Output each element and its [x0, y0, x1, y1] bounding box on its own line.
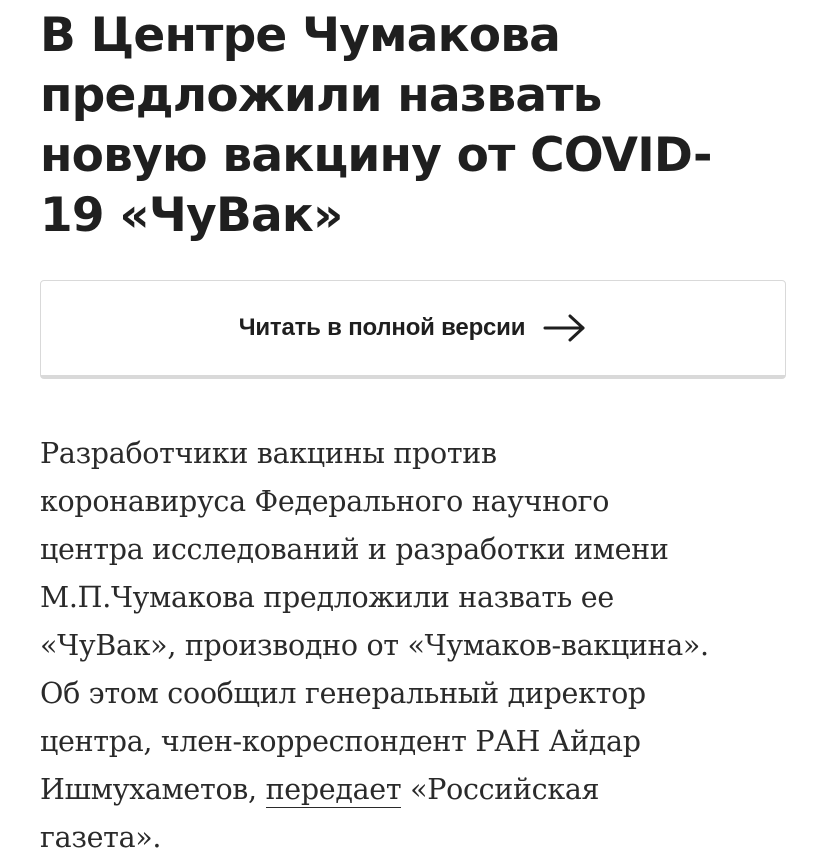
article-line: центра исследований и разработки имени	[40, 533, 669, 566]
article-text: Ишмухаметов,	[40, 773, 266, 806]
article-line: Разработчики вакцины против	[40, 437, 497, 470]
article-line: «ЧуВак», производно от «Чумаков-вакцина».	[40, 629, 709, 662]
article-line: центра, член-корреспондент РАН Айдар	[40, 725, 641, 758]
article-line: Об этом сообщил генеральный директор	[40, 677, 646, 710]
arrow-right-icon	[543, 314, 587, 342]
article-body	[40, 430, 800, 862]
headline-line: предложили назвать	[40, 68, 602, 123]
headline-line: 19 «ЧуВак»	[40, 188, 343, 243]
headline-line: новую вакцину от COVID-	[40, 128, 712, 183]
article-line	[40, 766, 800, 814]
read-full-version-button[interactable]	[40, 280, 786, 379]
source-link[interactable]: передает	[265, 773, 402, 806]
read-full-version-label: Читать в полной версии	[238, 314, 526, 341]
article-line: газета».	[40, 821, 162, 854]
article-line: коронавируса Федерального научного	[40, 485, 610, 518]
article-line: М.П.Чумакова предложили назвать ее	[40, 581, 614, 614]
headline-line: В Центре Чумакова	[40, 8, 561, 63]
article-text: «Российская	[401, 773, 600, 806]
article-headline	[40, 6, 800, 246]
